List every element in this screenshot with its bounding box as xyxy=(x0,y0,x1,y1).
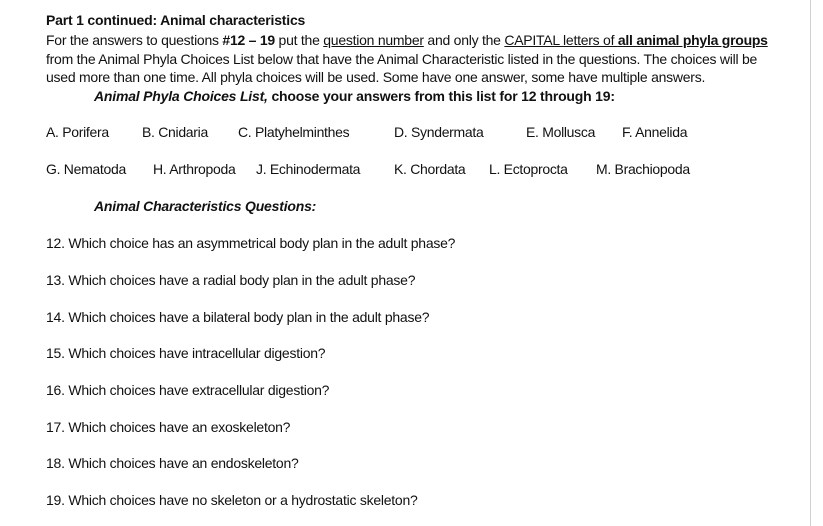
choice-annelida: F. Annelida xyxy=(622,124,688,140)
instructions-line-3: used more than one time. All phyla choices will be used. Some have one answer, some have multiple answers. xyxy=(46,69,706,85)
instructions-line-2: from the Animal Phyla Choices List below that have the Animal Characteristic listed in the questions. The choices will be xyxy=(46,50,758,67)
choices-list-title xyxy=(94,88,615,104)
instructions-paragraph xyxy=(46,31,766,87)
choice-arthropoda: H. Arthropoda xyxy=(153,161,236,177)
instructions-line-1 xyxy=(46,31,766,50)
choice-platyhelminthes: C. Platyhelminthes xyxy=(238,124,350,140)
question-14: 14. Which choices have a bilateral body plan in the adult phase? xyxy=(46,309,430,325)
question-15: 15. Which choices have intracellular digestion? xyxy=(46,345,326,361)
question-12: 12. Which choice has an asymmetrical body plan in the adult phase? xyxy=(46,235,456,251)
choice-brachiopoda: M. Brachiopoda xyxy=(596,161,690,177)
instructions-text: and only the xyxy=(423,32,505,48)
question-18: 18. Which choices have an endoskeleton? xyxy=(46,455,299,471)
instructions-text: For the answers to questions xyxy=(46,32,223,48)
choice-echinodermata: J. Echinodermata xyxy=(256,161,361,177)
questions-title: Animal Characteristics Questions: xyxy=(94,198,317,214)
underlined-capital-letters: CAPITAL letters of xyxy=(504,32,618,48)
question-range: #12 – 19 xyxy=(222,32,275,48)
choices-title-rest: choose your answers from this list for 12 through 19: xyxy=(267,88,615,104)
choice-porifera: A. Porifera xyxy=(46,124,109,140)
question-13: 13. Which choices have a radial body plan in the adult phase? xyxy=(46,272,416,288)
choices-title-italic: Animal Phyla Choices List, xyxy=(94,88,268,104)
choice-chordata: K. Chordata xyxy=(394,161,466,177)
right-gutter xyxy=(811,0,823,526)
choice-syndermata: D. Syndermata xyxy=(394,124,484,140)
instructions-text: put the xyxy=(274,32,324,48)
choice-cnidaria: B. Cnidaria xyxy=(142,124,208,140)
choice-ectoprocta: L. Ectoprocta xyxy=(489,161,568,177)
question-19: 19. Which choices have no skeleton or a hydrostatic skeleton? xyxy=(46,492,418,508)
question-16: 16. Which choices have extracellular digestion? xyxy=(46,382,330,398)
underlined-question-number: question number xyxy=(323,32,424,48)
underlined-all-phyla: all animal phyla groups xyxy=(617,32,768,48)
choice-nematoda: G. Nematoda xyxy=(46,161,126,177)
question-17: 17. Which choices have an exoskeleton? xyxy=(46,419,291,435)
section-heading: Part 1 continued: Animal characteristics xyxy=(46,12,306,28)
choice-mollusca: E. Mollusca xyxy=(526,124,596,140)
